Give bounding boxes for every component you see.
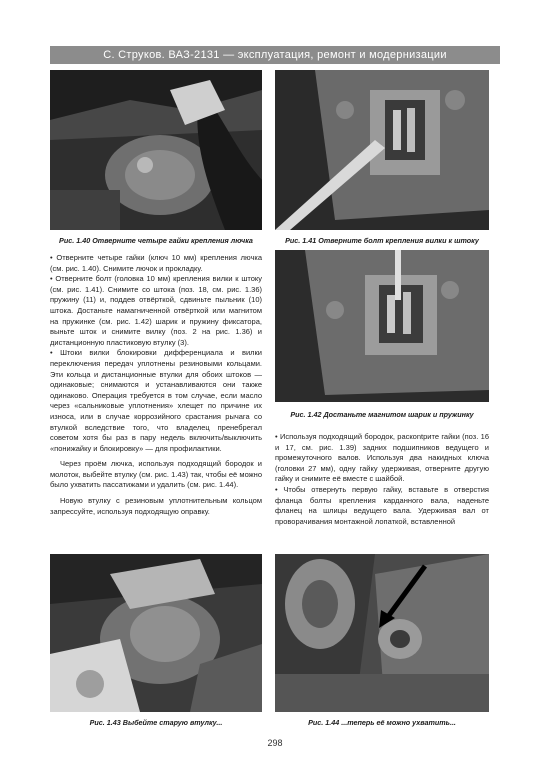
caption-fig-1-44: Рис. 1.44 ...теперь её можно ухватить... bbox=[308, 718, 456, 727]
paragraph: • Отверните болт (головка 10 мм) крепления вилки к штоку (см. рис. 1.41). Снимите со штока (поз. 18, см. рис. 1.36) пружину (11) и, поддев отвёрткой, сдвиньте пыльник (10) штока. Достаньте намагниченной отвёрткой или магнитом на пружинке (см. рис. 1.42) шарик и пружину фиксатора, выньте шток и снимите вилку (поз. 2 на рис. 1.36) и дистанционную пластиковую втулку (3). bbox=[50, 274, 262, 347]
running-header: С. Струков. ВАЗ-2131 — эксплуатация, ремонт и модернизации bbox=[50, 46, 500, 64]
paragraph: • Отверните четыре гайки (ключ 10 мм) крепления лючка (см. рис. 1.40). Снимите лючок и прокладку. bbox=[50, 253, 262, 273]
paragraph: Новую втулку с резиновым уплотнительным кольцом запрессуйте, используя подходящую оправку. bbox=[50, 496, 262, 516]
paragraph: Через проём лючка, используя подходящий бородок и молоток, выбейте втулку (см. рис. 1.43) так, чтобы её можно было ухватить пассатижами и удалить (см. рис. 1.44). bbox=[50, 459, 262, 490]
caption-fig-1-43: Рис. 1.43 Выбейте старую втулку... bbox=[89, 718, 223, 727]
right-text-column bbox=[275, 432, 489, 527]
caption-fig-1-42: Рис. 1.42 Достаньте магнитом шарик и пружинку bbox=[290, 410, 474, 419]
photo-fig-1-42 bbox=[275, 250, 489, 402]
paragraph: • Чтобы отвернуть первую гайку, вставьте в отверстия фланца болты крепления карданного вала, наденьте фланец на шлицы ведущего вала. Удерживая вал от проворачивания монтажной лопаткой, вставленной bbox=[275, 484, 489, 526]
photo-fig-1-41 bbox=[275, 70, 489, 230]
caption-fig-1-40: Рис. 1.40 Отверните четыре гайки крепления лючка bbox=[59, 236, 253, 245]
left-text-column bbox=[50, 253, 262, 517]
photo-fig-1-44 bbox=[275, 554, 489, 712]
caption-fig-1-41: Рис. 1.41 Отверните болт крепления вилки к штоку bbox=[285, 236, 479, 245]
photo-fig-1-43 bbox=[50, 554, 262, 712]
page-number: 298 bbox=[267, 738, 283, 748]
photo-fig-1-40 bbox=[50, 70, 262, 230]
paragraph: • Штоки вилки блокировки дифференциала и вилки переключения передач уплотнены резиновыми кольцами. Эти кольца и дистанционные втулки для обоих штоков — одинаковые; снимаются и устанавливаются они также одинаково. Операция требуется в том случае, если масло через «сальниковые уплотнения» хлещет по причине их износа, или в случае коррозийного срастания рычага со втулкой вследствие того, что владелец пренебрегал советом хотя бы раз в пару недель включить/выключить «понижайку и блокировку» — для профилактики. bbox=[50, 348, 262, 453]
paragraph: • Используя подходящий бородок, раскontрите гайки (поз. 16 и 17, см. рис. 1.39) задних подшипников ведущего и промежуточного валов. Используя два накидных ключа (головки 27 мм), одну гайку удерживая, отверните другую гайку и снимите её вместе с шайбой. bbox=[275, 432, 489, 484]
